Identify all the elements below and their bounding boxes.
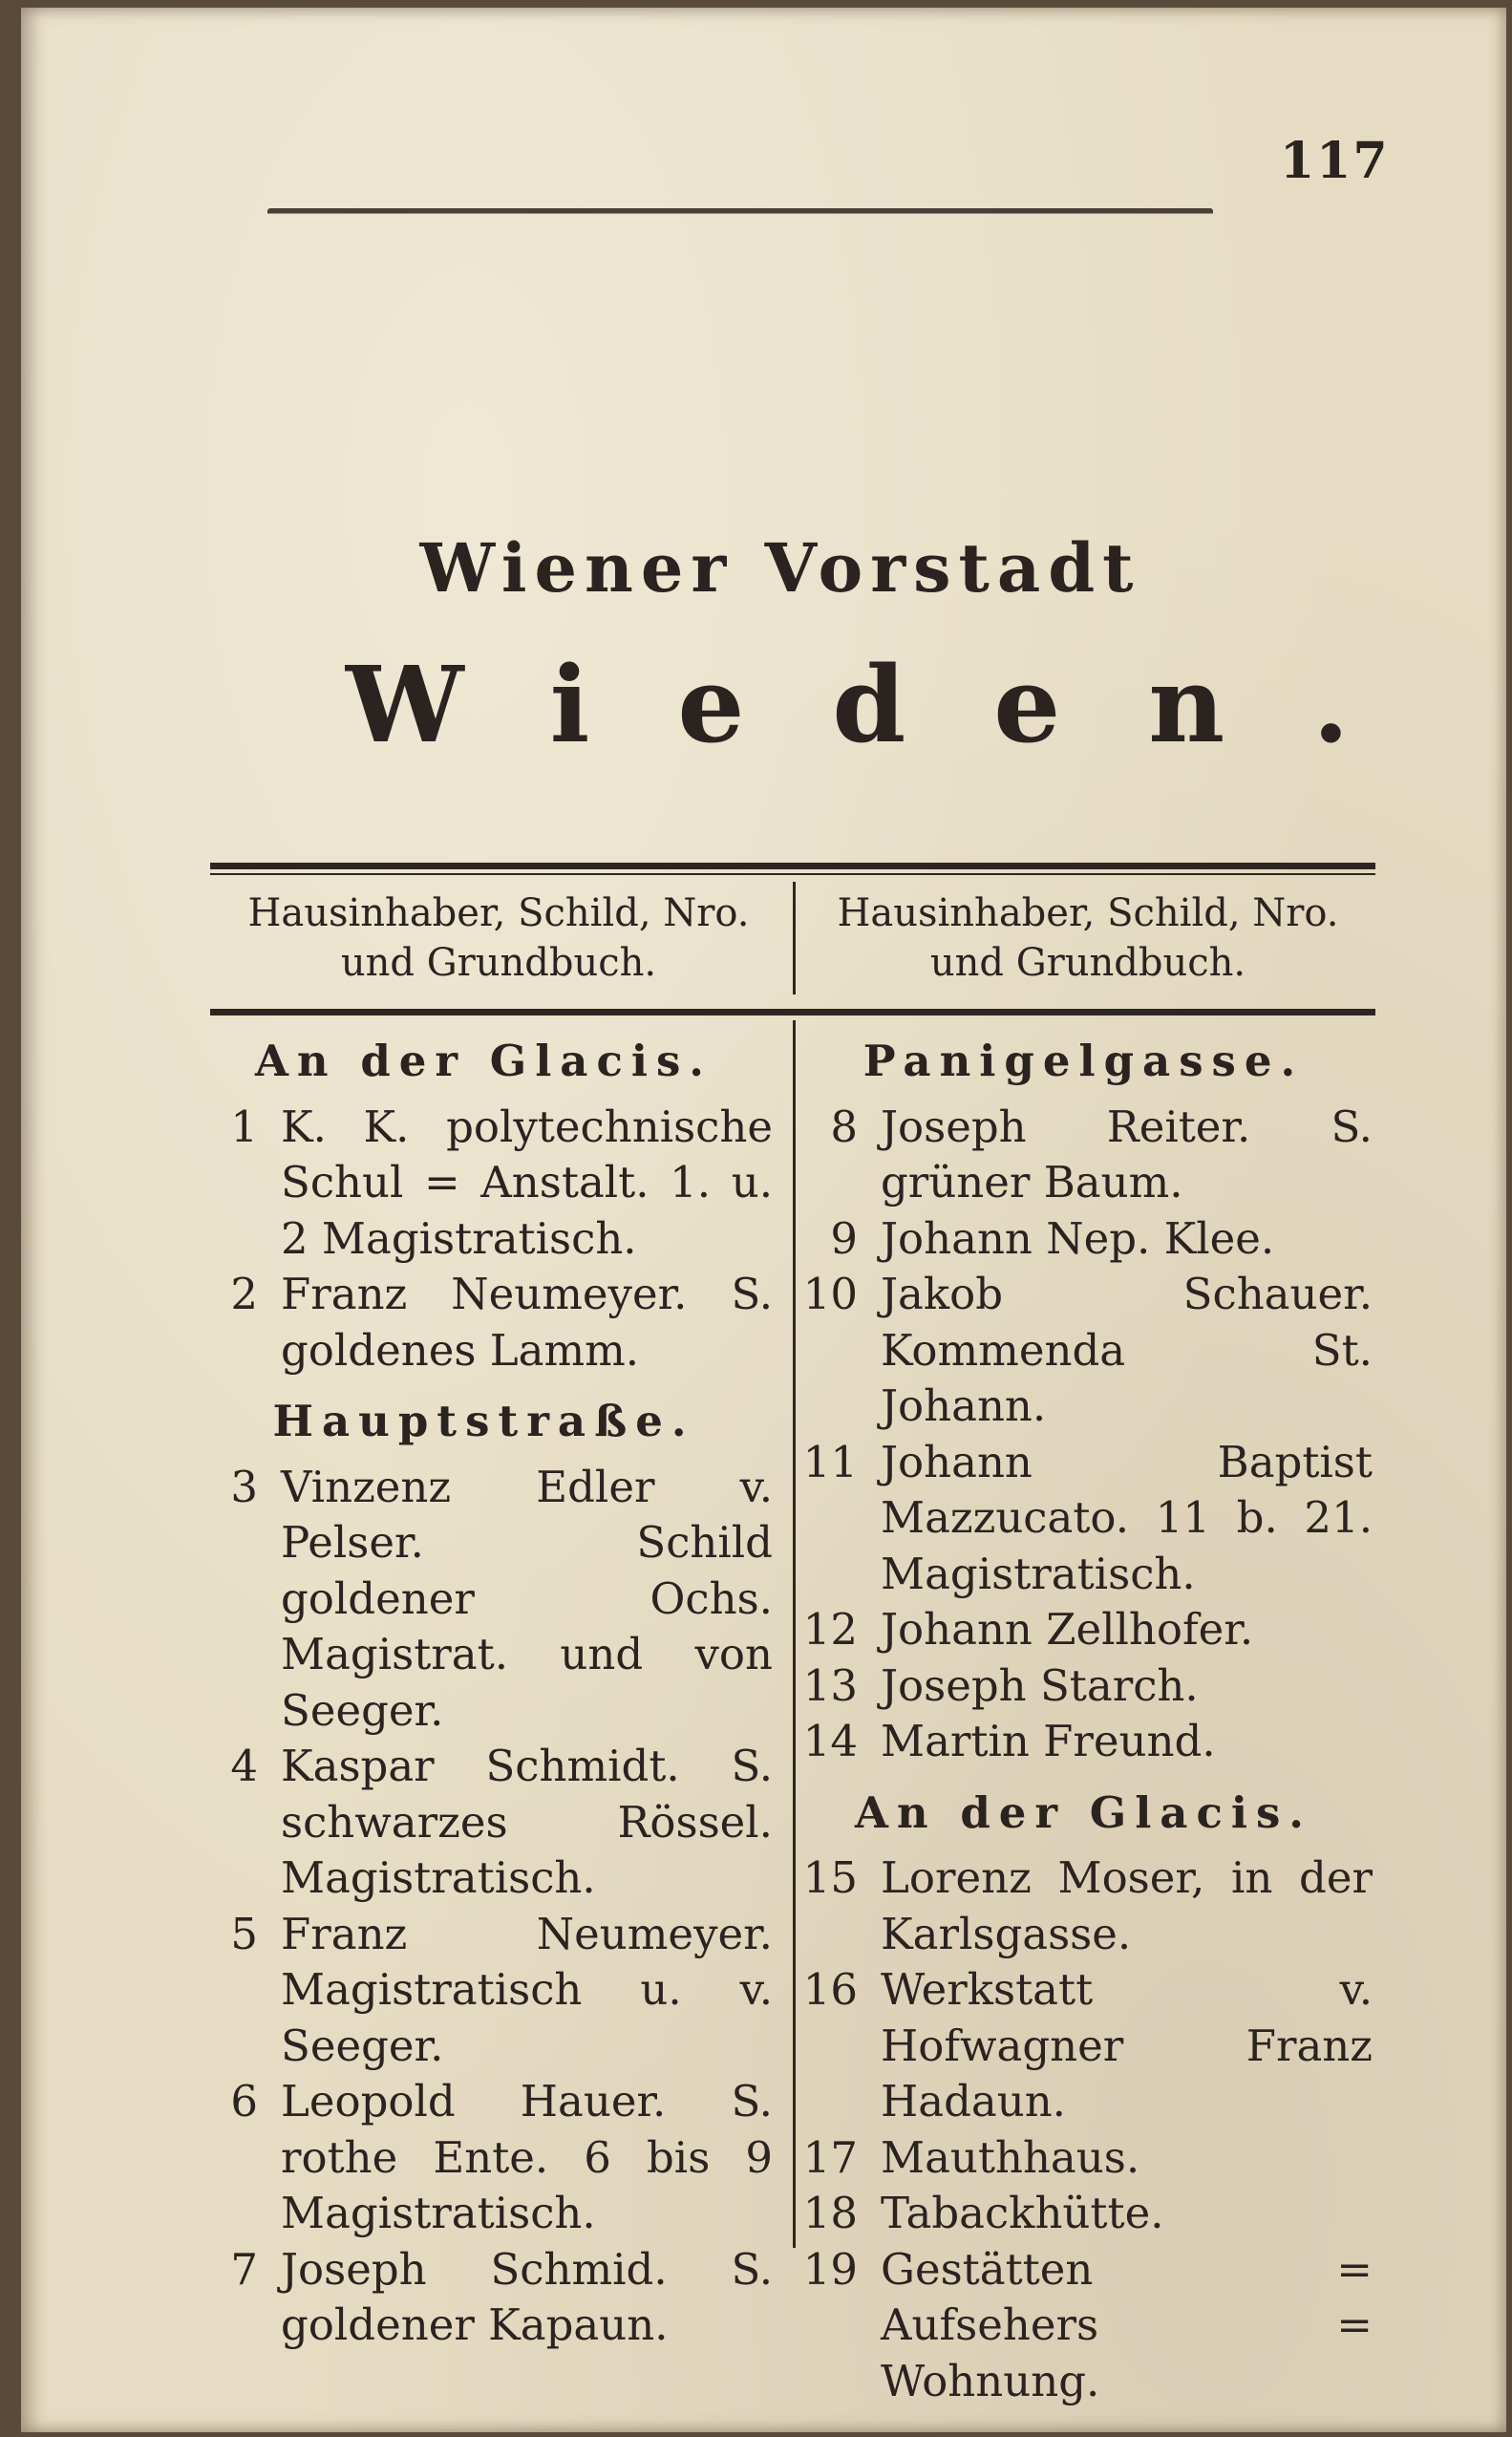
entry-number: 17 <box>802 2131 858 2183</box>
table-header-rule <box>210 1009 1375 1015</box>
entry-text: Werkstatt v. Hofwagner Franz Hadaun. <box>881 1964 1373 2127</box>
entry-text: Leopold Hauer. S. rothe Ente. 6 bis 9 Magistratisch. <box>281 2076 773 2238</box>
list-item <box>195 1739 773 1907</box>
entry-text: Mauthhaus. <box>881 2131 1140 2183</box>
list-item <box>795 1962 1373 2130</box>
header-column-divider <box>793 882 796 994</box>
entry-text: Jakob Schauer. Kommenda St. Johann. <box>881 1269 1373 1431</box>
list-item <box>795 2242 1373 2410</box>
entry-number: 10 <box>802 1269 858 1319</box>
section-heading: Panigelgasse. <box>862 1036 1305 1086</box>
section-heading: Hauptstraße. <box>272 1396 695 1446</box>
entry-text: Joseph Schmid. S. goldener Kapaun. <box>281 2243 773 2350</box>
title-line-2: Wieden. <box>346 643 1437 766</box>
entry-number: 2 <box>230 1269 258 1319</box>
list-item <box>795 1267 1373 1435</box>
entry-text: Franz Neumeyer. Magistratisch u. v. Seeger. <box>281 1908 773 2071</box>
entry-number: 4 <box>230 1741 258 1791</box>
entry-number: 8 <box>830 1101 858 1152</box>
list-item <box>795 1602 1373 1658</box>
list-item <box>795 1850 1373 1962</box>
book-page <box>21 8 1506 2432</box>
title-line-1: Wiener Vorstadt <box>419 528 1141 608</box>
section-heading: An der Glacis. <box>255 1036 713 1086</box>
entry-text: Vinzenz Edler v. Pelser. Schild goldener Ochs. Magistrat. und von Seeger. <box>281 1461 773 1736</box>
entry-text: Joseph Starch. <box>881 1659 1199 1711</box>
list-item <box>795 1435 1373 1603</box>
entry-text: Tabackhütte. <box>881 2188 1164 2238</box>
entry-text: Joseph Reiter. S. grüner Baum. <box>881 1101 1373 1208</box>
list-item <box>795 2130 1373 2187</box>
table-top-rule <box>210 863 1375 869</box>
entry-number: 11 <box>802 1436 858 1487</box>
entry-number: 5 <box>230 1908 258 1959</box>
entry-number: 7 <box>230 2243 258 2295</box>
entry-text: Gestätten = Aufsehers = Wohnung. <box>881 2243 1373 2406</box>
entry-number: 12 <box>802 1604 858 1655</box>
list-item <box>795 1658 1373 1715</box>
entry-text: Kaspar Schmidt. S. schwarzes Rössel. Magistratisch. <box>281 1741 773 1903</box>
table-top-thin-rule <box>210 873 1375 875</box>
entry-text: Lorenz Moser, in der Karlsgasse. <box>881 1852 1373 1959</box>
entry-number: 6 <box>230 2076 258 2127</box>
entry-number: 14 <box>802 1716 858 1766</box>
entry-text: K. K. polytechnische Schul = Anstalt. 1. u. 2 Magistratisch. <box>281 1101 773 1264</box>
section-heading: An der Glacis. <box>855 1786 1312 1838</box>
entry-number: 9 <box>830 1212 858 1264</box>
entry-text: Franz Neumeyer. S. goldenes Lamm. <box>281 1269 773 1376</box>
entry-number: 16 <box>802 1964 858 2015</box>
entry-text: Martin Freund. <box>881 1716 1216 1766</box>
list-item <box>795 2186 1373 2242</box>
list-item <box>195 1100 773 1268</box>
list-item <box>795 1714 1373 1770</box>
entry-number: 18 <box>802 2188 858 2238</box>
entry-text: Johann Baptist Mazzucato. 11 b. 21. Magistratisch. <box>881 1436 1373 1599</box>
list-item <box>795 1211 1373 1268</box>
page-number: 117 <box>1280 132 1390 190</box>
entry-text: Johann Zellhofer. <box>881 1604 1254 1655</box>
list-item <box>195 2242 773 2354</box>
list-item <box>195 1460 773 1740</box>
entry-number: 15 <box>802 1852 858 1903</box>
list-item <box>195 1267 773 1379</box>
entry-text: Johann Nep. Klee. <box>881 1212 1275 1264</box>
entry-number: 1 <box>230 1101 258 1152</box>
right-column <box>795 1032 1373 2409</box>
header-rule <box>267 208 1213 217</box>
list-item <box>795 1100 1373 1211</box>
left-column <box>195 1032 773 2354</box>
entry-number: 13 <box>802 1659 858 1711</box>
list-item <box>195 1907 773 2075</box>
list-item <box>195 2074 773 2242</box>
column-header-right: Hausinhaber, Schild, Nro. und Grundbuch. <box>837 891 1339 985</box>
entry-number: 19 <box>802 2243 858 2295</box>
column-header-left: Hausinhaber, Schild, Nro. und Grundbuch. <box>247 891 750 985</box>
entry-number: 3 <box>230 1461 258 1512</box>
